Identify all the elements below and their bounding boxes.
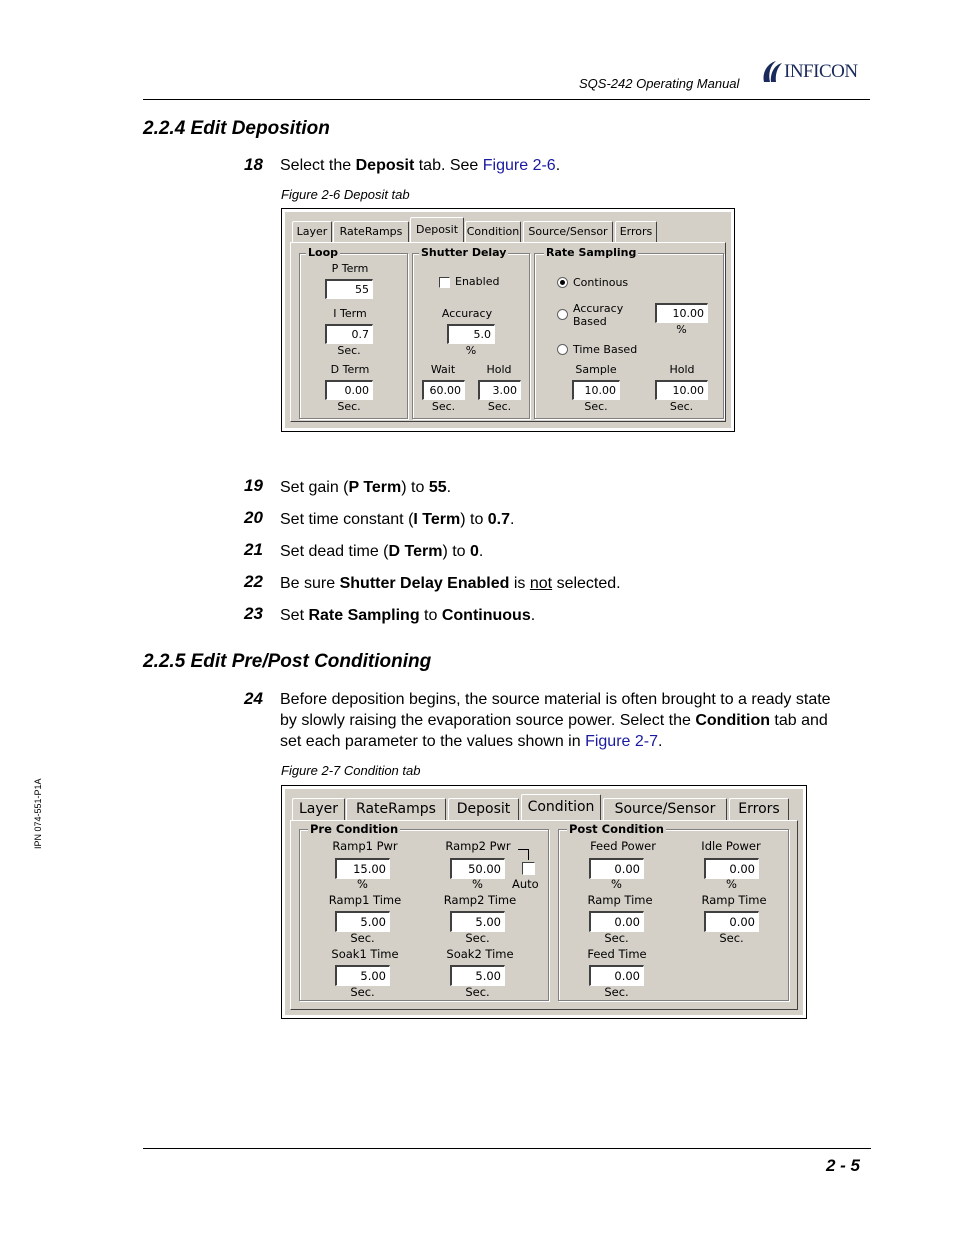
document-ipn: IPN 074-551-P1A bbox=[33, 778, 43, 849]
ramp2-pwr-field[interactable]: 50.00 bbox=[450, 858, 505, 879]
section-heading-225: 2.2.5 Edit Pre/Post Conditioning bbox=[143, 651, 432, 672]
ramp2-pwr-unit: % bbox=[472, 877, 483, 891]
inficon-logo-icon bbox=[760, 58, 784, 84]
soak1-time-label: Soak1 Time bbox=[331, 947, 399, 961]
soak2-time-field[interactable]: 5.00 bbox=[450, 965, 505, 986]
post-condition-title: Post Condition bbox=[569, 822, 664, 836]
rate-accuracy-label-2: Based bbox=[573, 315, 607, 328]
tab-deposit[interactable]: Deposit bbox=[448, 798, 519, 820]
auto-label: Auto bbox=[512, 877, 539, 891]
ramp2-pwr-label: Ramp2 Pwr bbox=[445, 839, 511, 853]
feed-time-field[interactable]: 0.00 bbox=[589, 965, 644, 986]
step-number: 21 bbox=[244, 540, 263, 559]
tab-condition[interactable]: Condition bbox=[465, 221, 521, 242]
sample-label: Sample bbox=[575, 363, 617, 376]
rate-continuous-label: Continous bbox=[573, 276, 629, 289]
soak2-time-unit: Sec. bbox=[465, 985, 490, 999]
feed-power-field[interactable]: 0.00 bbox=[589, 858, 644, 879]
ramp2-time-label: Ramp2 Time bbox=[443, 893, 517, 907]
step-number: 22 bbox=[244, 572, 263, 591]
condition-tab-dialog bbox=[281, 785, 807, 1019]
step-number: 18 bbox=[244, 155, 263, 174]
shutter-delay-title: Shutter Delay bbox=[421, 246, 507, 259]
i-term-label: I Term bbox=[333, 307, 367, 320]
idle-ramp-time-field[interactable]: 0.00 bbox=[704, 911, 759, 932]
rate-accuracy-field[interactable]: 10.00 bbox=[655, 303, 708, 323]
feed-power-label: Feed Power bbox=[590, 839, 656, 853]
figure-caption: Figure 2-7 Condition tab bbox=[281, 763, 421, 778]
rate-continuous-radio[interactable] bbox=[557, 277, 568, 288]
soak1-time-field[interactable]: 5.00 bbox=[335, 965, 390, 986]
step-text: Be sure Shutter Delay Enabled is not selected. bbox=[280, 575, 621, 592]
pre-condition-title: Pre Condition bbox=[310, 822, 399, 836]
step-text: Set Rate Sampling to Continuous. bbox=[280, 607, 536, 624]
idle-power-unit: % bbox=[726, 877, 737, 891]
step-text: Before deposition begins, the source material is often brought to a ready state by slowly raising the evaporation source power. Select the Condition tab and set each parameter to the values shown in Figure 2-7. bbox=[280, 691, 831, 750]
post-ramp-time-field[interactable]: 0.00 bbox=[589, 911, 644, 932]
tab-errors[interactable]: Errors bbox=[729, 798, 789, 820]
step-number: 23 bbox=[244, 604, 263, 623]
feed-time-label: Feed Time bbox=[587, 947, 647, 961]
figure-link[interactable]: Figure 2-6 bbox=[482, 157, 556, 174]
auto-bracket bbox=[518, 849, 529, 860]
ramp1-pwr-unit: % bbox=[357, 877, 368, 891]
soak2-time-label: Soak2 Time bbox=[446, 947, 514, 961]
tab-source-sensor[interactable]: Source/Sensor bbox=[523, 221, 613, 242]
inficon-logo bbox=[760, 58, 872, 84]
p-term-label: P Term bbox=[331, 262, 369, 275]
tab-layer[interactable]: Layer bbox=[292, 798, 345, 820]
wait-unit: Sec. bbox=[431, 400, 456, 413]
shutter-enabled-label: Enabled bbox=[455, 275, 500, 288]
d-term-field[interactable]: 0.00 bbox=[325, 380, 373, 400]
step-text: Select the Deposit tab. See Figure 2-6. bbox=[280, 157, 561, 174]
sample-field[interactable]: 10.00 bbox=[572, 380, 620, 400]
rate-hold-unit: Sec. bbox=[669, 400, 694, 413]
step-text: Set dead time (D Term) to 0. bbox=[280, 543, 484, 560]
tab-condition[interactable]: Condition bbox=[521, 794, 601, 821]
auto-checkbox[interactable] bbox=[522, 862, 535, 875]
sample-unit: Sec. bbox=[584, 400, 608, 413]
shutter-accuracy-field[interactable]: 5.0 bbox=[447, 324, 495, 344]
tab-source-sensor[interactable]: Source/Sensor bbox=[603, 798, 727, 820]
ramp1-pwr-field[interactable]: 15.00 bbox=[335, 858, 390, 879]
wait-field[interactable]: 60.00 bbox=[422, 380, 465, 400]
section-heading-224: 2.2.4 Edit Deposition bbox=[143, 118, 330, 139]
idle-power-label: Idle Power bbox=[701, 839, 761, 853]
footer-rule bbox=[143, 1148, 871, 1149]
step-number: 24 bbox=[244, 689, 263, 708]
page-number: 2 - 5 bbox=[826, 1156, 861, 1175]
logo-text: INFICON bbox=[784, 61, 858, 82]
shutter-accuracy-label: Accuracy bbox=[441, 307, 493, 320]
idle-ramp-time-unit: Sec. bbox=[719, 931, 744, 945]
ramp1-time-field[interactable]: 5.00 bbox=[335, 911, 390, 932]
rate-hold-field[interactable]: 10.00 bbox=[655, 380, 708, 400]
rate-sampling-title: Rate Sampling bbox=[546, 246, 637, 259]
ramp1-pwr-label: Ramp1 Pwr bbox=[332, 839, 398, 853]
ramp2-time-field[interactable]: 5.00 bbox=[450, 911, 505, 932]
header-rule bbox=[143, 99, 870, 100]
tab-deposit[interactable]: Deposit bbox=[410, 217, 464, 243]
shutter-hold-label: Hold bbox=[486, 363, 512, 376]
step-number: 20 bbox=[244, 508, 263, 527]
post-ramp-time-label: Ramp Time bbox=[587, 893, 653, 907]
i-term-unit: Sec. bbox=[337, 344, 361, 357]
figure-caption: Figure 2-6 Deposit tab bbox=[281, 187, 410, 202]
tab-rateramps[interactable]: RateRamps bbox=[346, 798, 446, 820]
idle-ramp-time-label: Ramp Time bbox=[701, 893, 767, 907]
tab-rateramps[interactable]: RateRamps bbox=[333, 221, 409, 242]
loop-group-title: Loop bbox=[308, 246, 338, 259]
rate-accuracy-radio[interactable] bbox=[557, 309, 568, 320]
soak1-time-unit: Sec. bbox=[350, 985, 375, 999]
step-text: Set gain (P Term) to 55. bbox=[280, 479, 452, 496]
p-term-field[interactable]: 55 bbox=[325, 279, 373, 299]
feed-time-unit: Sec. bbox=[604, 985, 629, 999]
manual-title: SQS-242 Operating Manual bbox=[579, 76, 740, 91]
tab-errors[interactable]: Errors bbox=[615, 221, 657, 242]
ramp1-time-label: Ramp1 Time bbox=[328, 893, 402, 907]
i-term-field[interactable]: 0.7 bbox=[325, 324, 373, 344]
rate-accuracy-unit: % bbox=[676, 323, 687, 336]
step-text: Set time constant (I Term) to 0.7. bbox=[280, 511, 515, 528]
shutter-accuracy-unit: % bbox=[465, 344, 477, 357]
rate-time-radio[interactable] bbox=[557, 344, 568, 355]
idle-power-field[interactable]: 0.00 bbox=[704, 858, 759, 879]
d-term-label: D Term bbox=[330, 363, 370, 376]
shutter-hold-unit: Sec. bbox=[487, 400, 512, 413]
wait-label: Wait bbox=[430, 363, 456, 376]
rate-hold-label: Hold bbox=[669, 363, 695, 376]
rate-time-label: Time Based bbox=[573, 343, 638, 356]
d-term-unit: Sec. bbox=[337, 400, 361, 413]
ramp1-time-unit: Sec. bbox=[350, 931, 375, 945]
shutter-hold-field[interactable]: 3.00 bbox=[478, 380, 521, 400]
feed-power-unit: % bbox=[611, 877, 622, 891]
tab-layer[interactable]: Layer bbox=[292, 221, 332, 242]
deposit-tab-dialog bbox=[281, 208, 735, 432]
shutter-enabled-checkbox[interactable] bbox=[439, 277, 450, 288]
step-number: 19 bbox=[244, 476, 263, 495]
figure-link[interactable]: Figure 2-7 bbox=[585, 733, 658, 750]
ramp2-time-unit: Sec. bbox=[465, 931, 490, 945]
rate-accuracy-label-1: Accuracy bbox=[573, 302, 624, 315]
post-ramp-time-unit: Sec. bbox=[604, 931, 629, 945]
